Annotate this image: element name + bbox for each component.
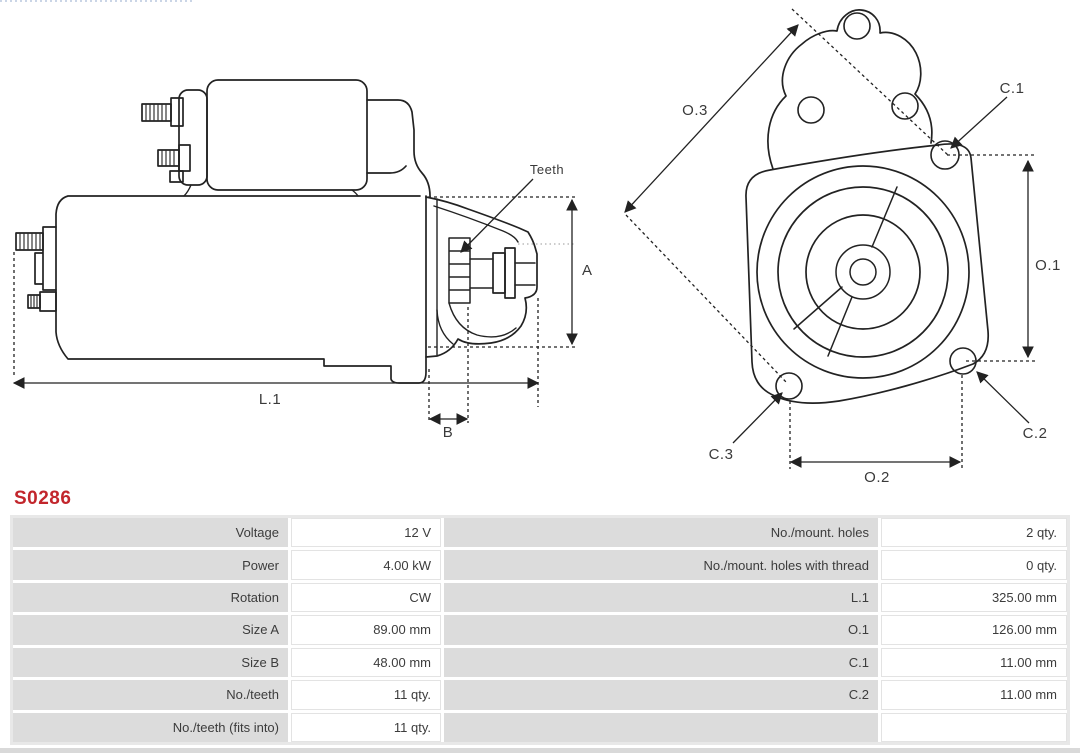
- spec-label: C.2: [444, 680, 878, 709]
- bottom-edge-strip: [0, 748, 1080, 753]
- spec-value: 48.00 mm: [291, 648, 441, 677]
- side-view-dimensions: [14, 179, 575, 423]
- spec-value: 89.00 mm: [291, 615, 441, 644]
- c2-callout-arrow: [977, 372, 1029, 423]
- dim-label-C1: C.1: [999, 80, 1025, 97]
- spec-label: C.1: [444, 648, 878, 677]
- spec-value: [881, 713, 1067, 742]
- spec-value: 11 qty.: [291, 680, 441, 709]
- housing-hole-top: [844, 13, 870, 39]
- rear-bolt: [40, 292, 56, 311]
- spec-value: CW: [291, 583, 441, 612]
- gear-housing-silhouette: [768, 10, 932, 169]
- rear-bracket: [35, 227, 56, 290]
- spec-label: Size A: [13, 615, 288, 644]
- spec-value: 11 qty.: [291, 713, 441, 742]
- spec-value: 4.00 kW: [291, 550, 441, 579]
- c1-callout-arrow: [951, 97, 1007, 148]
- spec-value: 325.00 mm: [881, 583, 1067, 612]
- solenoid-body: [207, 80, 367, 190]
- front-view-dimensions: [625, 9, 1035, 469]
- spec-table: [10, 515, 1070, 745]
- front-view-drawing: [746, 10, 988, 403]
- mounting-flange-outline: [746, 144, 988, 403]
- teeth-callout-arrow: [461, 179, 533, 252]
- dim-label-O3: O.3: [682, 102, 708, 119]
- pinion-gear: [449, 238, 470, 303]
- dim-label-A: A: [582, 262, 593, 279]
- spec-label: O.1: [444, 615, 878, 644]
- housing-hole-right: [892, 93, 918, 119]
- spec-value: 11.00 mm: [881, 648, 1067, 677]
- spec-label: Rotation: [13, 583, 288, 612]
- shaft-collar: [493, 253, 505, 293]
- spec-value: 12 V: [291, 518, 441, 547]
- spec-value: 11.00 mm: [881, 680, 1067, 709]
- spec-label: No./teeth: [13, 680, 288, 709]
- motor-body-outline: [56, 196, 426, 383]
- solenoid-nose: [367, 100, 430, 196]
- shaft-center-circle: [850, 259, 876, 285]
- spec-value: 126.00 mm: [881, 615, 1067, 644]
- spec-label: No./teeth (fits into): [13, 713, 288, 742]
- dim-label-B: B: [442, 424, 454, 441]
- dim-label-C3: C.3: [708, 446, 734, 463]
- spec-label: L.1: [444, 583, 878, 612]
- dim-label-C2: C.2: [1022, 425, 1048, 442]
- spec-label: No./mount. holes with thread: [444, 550, 878, 579]
- spec-label: No./mount. holes: [444, 518, 878, 547]
- spec-value: 2 qty.: [881, 518, 1067, 547]
- side-view-drawing: [16, 80, 537, 383]
- part-number: S0286: [14, 488, 72, 509]
- housing-hole-left: [798, 97, 824, 123]
- teeth-label: Teeth: [529, 162, 565, 177]
- spec-label: Power: [13, 550, 288, 579]
- spec-label: Size B: [13, 648, 288, 677]
- dim-label-O1: O.1: [1035, 257, 1061, 274]
- spec-label: Voltage: [13, 518, 288, 547]
- spec-label: [444, 713, 878, 742]
- c3-callout-arrow: [733, 393, 782, 443]
- solenoid-terminal-bottom: [158, 150, 179, 166]
- spec-value: 0 qty.: [881, 550, 1067, 579]
- dim-label-O2: O.2: [864, 469, 890, 486]
- face-circle-outer: [757, 166, 969, 378]
- dim-label-L1: L.1: [258, 391, 282, 408]
